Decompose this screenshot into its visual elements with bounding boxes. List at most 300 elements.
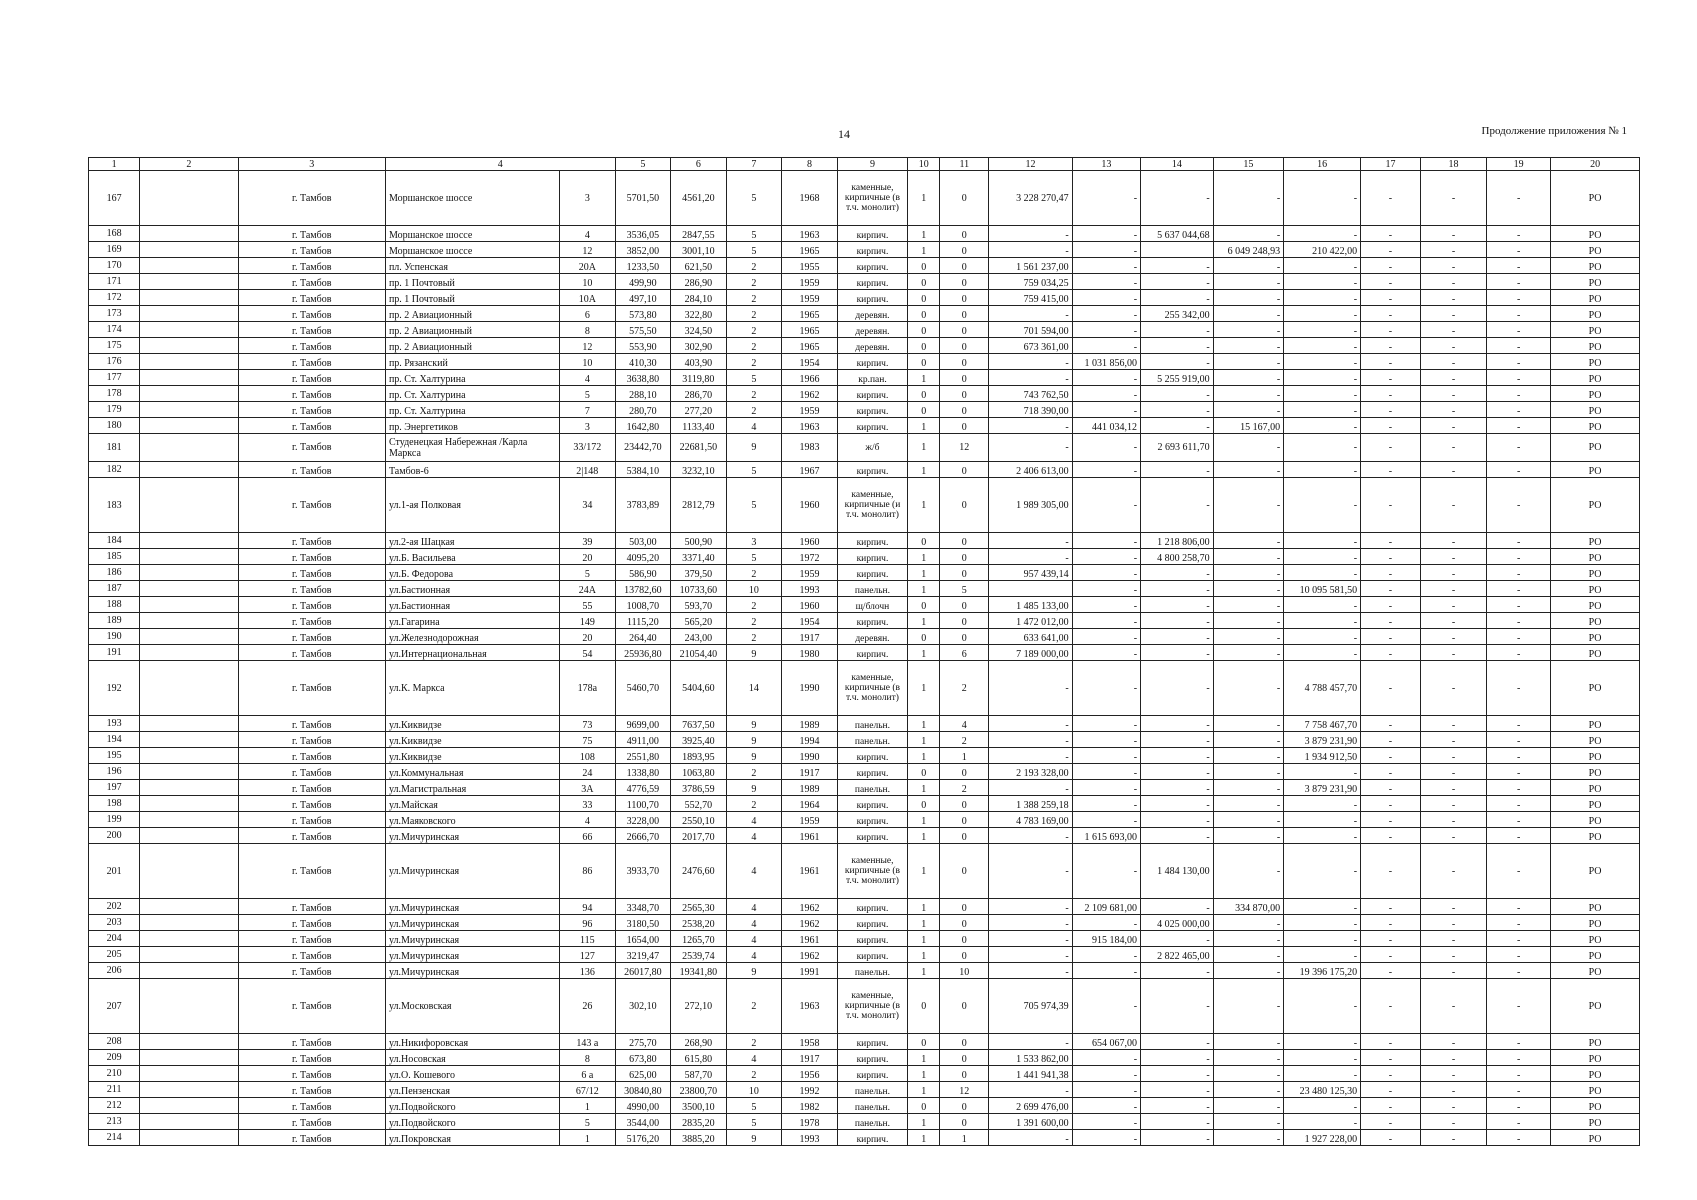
cell-c4b: 108: [560, 748, 616, 764]
cell-c11: 0: [940, 979, 989, 1034]
cell-c7: 2: [726, 979, 782, 1034]
cell-c4: ул.Мичуринская: [385, 844, 559, 899]
cell-c14: [1141, 242, 1214, 258]
cell-c9: кирпич.: [837, 931, 908, 947]
cell-c13: -: [1072, 581, 1140, 597]
table-row: [89, 434, 1640, 462]
table-row: [89, 1034, 1640, 1050]
cell-c8: 1917: [782, 629, 838, 645]
cell-c20: РО: [1551, 533, 1640, 549]
cell-c11: 0: [940, 629, 989, 645]
cell-c15: -: [1213, 581, 1284, 597]
cell-c15: -: [1213, 1098, 1284, 1114]
cell-c3: г. Тамбов: [238, 716, 385, 732]
cell-c4b: 24А: [560, 581, 616, 597]
cell-c2: [140, 306, 238, 322]
column-header-9: 9: [837, 158, 908, 171]
cell-c8: 1954: [782, 613, 838, 629]
cell-c19: -: [1487, 963, 1551, 979]
cell-c7: 4: [726, 1050, 782, 1066]
cell-c13: -: [1072, 462, 1140, 478]
cell-c6: 615,80: [671, 1050, 727, 1066]
cell-c15: -: [1213, 732, 1284, 748]
cell-c17: -: [1361, 402, 1421, 418]
cell-c19: -: [1487, 386, 1551, 402]
cell-c14: -: [1141, 354, 1214, 370]
cell-c12: -: [989, 780, 1072, 796]
cell-c19: -: [1487, 716, 1551, 732]
cell-c4b: 149: [560, 613, 616, 629]
cell-c3: г. Тамбов: [238, 1130, 385, 1146]
cell-c4b: 6: [560, 306, 616, 322]
cell-c6: 3232,10: [671, 462, 727, 478]
cell-c9: кирпич.: [837, 242, 908, 258]
cell-c4b: 66: [560, 828, 616, 844]
cell-c1: 170: [89, 258, 140, 274]
cell-c6: 2538,20: [671, 915, 727, 931]
cell-c7: 2: [726, 565, 782, 581]
table-row: [89, 1130, 1640, 1146]
cell-c18: -: [1420, 242, 1486, 258]
cell-c13: -: [1072, 274, 1140, 290]
cell-c17: -: [1361, 645, 1421, 661]
cell-c3: г. Тамбов: [238, 226, 385, 242]
cell-c1: 214: [89, 1130, 140, 1146]
cell-c8: 1962: [782, 899, 838, 915]
cell-c20: РО: [1551, 418, 1640, 434]
cell-c5: 4990,00: [615, 1098, 671, 1114]
cell-c15: -: [1213, 1034, 1284, 1050]
cell-c3: г. Тамбов: [238, 844, 385, 899]
cell-c20: РО: [1551, 748, 1640, 764]
cell-c13: -: [1072, 645, 1140, 661]
cell-c13: -: [1072, 979, 1140, 1034]
cell-c9: деревян.: [837, 306, 908, 322]
column-header-12: 12: [989, 158, 1072, 171]
cell-c4: ул.Пензенская: [385, 1082, 559, 1098]
cell-c6: 324,50: [671, 322, 727, 338]
cell-c5: 1338,80: [615, 764, 671, 780]
cell-c12: 3 228 270,47: [989, 171, 1072, 226]
cell-c1: 186: [89, 565, 140, 581]
table-row: [89, 478, 1640, 533]
cell-c17: -: [1361, 258, 1421, 274]
cell-c4b: 8: [560, 322, 616, 338]
cell-c8: 1965: [782, 306, 838, 322]
cell-c2: [140, 1114, 238, 1130]
cell-c6: 500,90: [671, 533, 727, 549]
cell-c3: г. Тамбов: [238, 947, 385, 963]
cell-c12: -: [989, 828, 1072, 844]
cell-c5: 586,90: [615, 565, 671, 581]
cell-c7: 4: [726, 844, 782, 899]
cell-c12: -: [989, 844, 1072, 899]
cell-c18: -: [1420, 732, 1486, 748]
cell-c20: РО: [1551, 661, 1640, 716]
cell-c12: 4 783 169,00: [989, 812, 1072, 828]
cell-c19: -: [1487, 322, 1551, 338]
cell-c4b: 67/12: [560, 1082, 616, 1098]
cell-c20: РО: [1551, 1098, 1640, 1114]
table-row: [89, 402, 1640, 418]
cell-c2: [140, 780, 238, 796]
cell-c5: 5701,50: [615, 171, 671, 226]
column-header-20: 20: [1551, 158, 1640, 171]
cell-c6: 243,00: [671, 629, 727, 645]
cell-c17: -: [1361, 418, 1421, 434]
cell-c4b: 5: [560, 565, 616, 581]
cell-c2: [140, 386, 238, 402]
cell-c18: -: [1420, 274, 1486, 290]
cell-c15: -: [1213, 434, 1284, 462]
cell-c20: РО: [1551, 581, 1640, 597]
cell-c19: -: [1487, 1034, 1551, 1050]
table-row: [89, 1114, 1640, 1130]
cell-c1: 213: [89, 1114, 140, 1130]
cell-c1: 191: [89, 645, 140, 661]
header-row: [89, 158, 1640, 171]
cell-c4b: 12: [560, 338, 616, 354]
cell-c4b: 4: [560, 226, 616, 242]
cell-c9: панельн.: [837, 1098, 908, 1114]
cell-c7: 5: [726, 1114, 782, 1130]
cell-c13: -: [1072, 629, 1140, 645]
cell-c9: кирпич.: [837, 812, 908, 828]
cell-c10: 1: [908, 828, 940, 844]
cell-c18: -: [1420, 931, 1486, 947]
cell-c3: г. Тамбов: [238, 613, 385, 629]
cell-c7: 10: [726, 1082, 782, 1098]
table-row: [89, 226, 1640, 242]
cell-c18: -: [1420, 565, 1486, 581]
cell-c3: г. Тамбов: [238, 915, 385, 931]
cell-c4b: 7: [560, 402, 616, 418]
cell-c19: -: [1487, 828, 1551, 844]
column-header-10: 10: [908, 158, 940, 171]
column-header-8: 8: [782, 158, 838, 171]
cell-c8: 1978: [782, 1114, 838, 1130]
table-row: [89, 462, 1640, 478]
cell-c1: 204: [89, 931, 140, 947]
cell-c18: -: [1420, 748, 1486, 764]
cell-c20: РО: [1551, 979, 1640, 1034]
cell-c11: 0: [940, 565, 989, 581]
cell-c4b: 10: [560, 274, 616, 290]
cell-c17: -: [1361, 828, 1421, 844]
cell-c14: -: [1141, 828, 1214, 844]
cell-c11: 2: [940, 661, 989, 716]
cell-c4b: 4: [560, 812, 616, 828]
cell-c9: каменные, кирпичные (и т.ч. монолит): [837, 478, 908, 533]
cell-c7: 5: [726, 549, 782, 565]
cell-c14: -: [1141, 963, 1214, 979]
cell-c19: -: [1487, 306, 1551, 322]
cell-c15: -: [1213, 629, 1284, 645]
cell-c14: -: [1141, 748, 1214, 764]
cell-c16: -: [1284, 370, 1361, 386]
cell-c1: 193: [89, 716, 140, 732]
cell-c9: кирпич.: [837, 1130, 908, 1146]
cell-c11: 0: [940, 274, 989, 290]
cell-c16: -: [1284, 418, 1361, 434]
cell-c16: -: [1284, 434, 1361, 462]
cell-c6: 2539,74: [671, 947, 727, 963]
cell-c19: -: [1487, 434, 1551, 462]
cell-c4: ул.Киквидзе: [385, 716, 559, 732]
cell-c7: 2: [726, 597, 782, 613]
cell-c15: -: [1213, 462, 1284, 478]
cell-c8: 1961: [782, 828, 838, 844]
cell-c8: 1990: [782, 661, 838, 716]
cell-c11: 0: [940, 1034, 989, 1050]
cell-c8: 1917: [782, 764, 838, 780]
column-header-5: 5: [615, 158, 671, 171]
cell-c18: -: [1420, 434, 1486, 462]
cell-c12: 1 561 237,00: [989, 258, 1072, 274]
cell-c17: -: [1361, 1050, 1421, 1066]
cell-c4: ул.Московская: [385, 979, 559, 1034]
cell-c2: [140, 242, 238, 258]
cell-c12: -: [989, 732, 1072, 748]
cell-c2: [140, 844, 238, 899]
cell-c8: 1980: [782, 645, 838, 661]
cell-c15: -: [1213, 716, 1284, 732]
cell-c3: г. Тамбов: [238, 748, 385, 764]
cell-c9: кирпич.: [837, 549, 908, 565]
cell-c20: РО: [1551, 354, 1640, 370]
cell-c15: -: [1213, 645, 1284, 661]
cell-c20: РО: [1551, 764, 1640, 780]
cell-c7: 9: [726, 748, 782, 764]
cell-c12: 2 699 476,00: [989, 1098, 1072, 1114]
cell-c10: 0: [908, 764, 940, 780]
cell-c6: 286,90: [671, 274, 727, 290]
cell-c16: 1 927 228,00: [1284, 1130, 1361, 1146]
cell-c11: 5: [940, 581, 989, 597]
table-row: [89, 828, 1640, 844]
cell-c6: 2847,55: [671, 226, 727, 242]
cell-c9: кирпич.: [837, 565, 908, 581]
cell-c10: 1: [908, 812, 940, 828]
cell-c10: 0: [908, 796, 940, 812]
cell-c9: кирпич.: [837, 386, 908, 402]
cell-c13: -: [1072, 226, 1140, 242]
cell-c1: 192: [89, 661, 140, 716]
cell-c11: 1: [940, 748, 989, 764]
cell-c19: -: [1487, 370, 1551, 386]
cell-c18: -: [1420, 581, 1486, 597]
cell-c1: 181: [89, 434, 140, 462]
cell-c11: 0: [940, 844, 989, 899]
cell-c4: Моршанское шоссе: [385, 242, 559, 258]
cell-c4: Моршанское шоссе: [385, 171, 559, 226]
cell-c4: ул.Киквидзе: [385, 732, 559, 748]
cell-c17: -: [1361, 844, 1421, 899]
cell-c20: РО: [1551, 947, 1640, 963]
table-row: [89, 274, 1640, 290]
cell-c17: -: [1361, 354, 1421, 370]
cell-c1: 185: [89, 549, 140, 565]
cell-c5: 3933,70: [615, 844, 671, 899]
cell-c11: 0: [940, 812, 989, 828]
cell-c12: -: [989, 242, 1072, 258]
cell-c8: 1989: [782, 716, 838, 732]
cell-c11: 0: [940, 322, 989, 338]
cell-c6: 19341,80: [671, 963, 727, 979]
cell-c6: 322,80: [671, 306, 727, 322]
cell-c4b: 34: [560, 478, 616, 533]
cell-c19: -: [1487, 418, 1551, 434]
cell-c18: -: [1420, 645, 1486, 661]
cell-c4: ул.Маяковского: [385, 812, 559, 828]
cell-c6: 1265,70: [671, 931, 727, 947]
page-number: 14: [838, 127, 850, 141]
cell-c20: РО: [1551, 322, 1640, 338]
cell-c20: РО: [1551, 386, 1640, 402]
cell-c2: [140, 661, 238, 716]
cell-c10: 1: [908, 645, 940, 661]
cell-c6: 403,90: [671, 354, 727, 370]
cell-c3: г. Тамбов: [238, 979, 385, 1034]
table-row: [89, 947, 1640, 963]
cell-c8: 1989: [782, 780, 838, 796]
cell-c10: 1: [908, 1066, 940, 1082]
cell-c5: 3219,47: [615, 947, 671, 963]
cell-c2: [140, 764, 238, 780]
cell-c7: 5: [726, 1098, 782, 1114]
cell-c4: пр. 2 Авиационный: [385, 306, 559, 322]
cell-c15: -: [1213, 370, 1284, 386]
cell-c2: [140, 462, 238, 478]
cell-c3: г. Тамбов: [238, 1066, 385, 1082]
cell-c3: г. Тамбов: [238, 549, 385, 565]
cell-c7: 9: [726, 732, 782, 748]
table-row: [89, 613, 1640, 629]
cell-c4: ул.Киквидзе: [385, 748, 559, 764]
cell-c6: 2017,70: [671, 828, 727, 844]
cell-c3: г. Тамбов: [238, 322, 385, 338]
cell-c8: 1967: [782, 462, 838, 478]
cell-c19: -: [1487, 899, 1551, 915]
cell-c5: 26017,80: [615, 963, 671, 979]
cell-c5: 302,10: [615, 979, 671, 1034]
column-header-15: 15: [1213, 158, 1284, 171]
cell-c10: 1: [908, 931, 940, 947]
cell-c7: 2: [726, 258, 782, 274]
cell-c4b: 178а: [560, 661, 616, 716]
cell-c1: 176: [89, 354, 140, 370]
cell-c15: -: [1213, 533, 1284, 549]
cell-c9: панельн.: [837, 963, 908, 979]
cell-c12: -: [989, 1130, 1072, 1146]
cell-c17: -: [1361, 748, 1421, 764]
cell-c4: ул.Никифоровская: [385, 1034, 559, 1050]
cell-c11: 0: [940, 370, 989, 386]
cell-c6: 5404,60: [671, 661, 727, 716]
cell-c15: -: [1213, 915, 1284, 931]
cell-c14: -: [1141, 171, 1214, 226]
cell-c2: [140, 434, 238, 462]
cell-c16: -: [1284, 171, 1361, 226]
cell-c19: -: [1487, 764, 1551, 780]
cell-c1: 200: [89, 828, 140, 844]
cell-c9: кирпич.: [837, 613, 908, 629]
cell-c8: 1958: [782, 1034, 838, 1050]
cell-c10: 1: [908, 1114, 940, 1130]
cell-c7: 5: [726, 370, 782, 386]
column-header-1: 1: [89, 158, 140, 171]
cell-c5: 1654,00: [615, 931, 671, 947]
cell-c12: -: [989, 748, 1072, 764]
cell-c3: г. Тамбов: [238, 645, 385, 661]
cell-c10: 1: [908, 899, 940, 915]
cell-c9: панельн.: [837, 780, 908, 796]
cell-c13: -: [1072, 661, 1140, 716]
cell-c11: 0: [940, 828, 989, 844]
cell-c19: -: [1487, 732, 1551, 748]
cell-c9: кирпич.: [837, 748, 908, 764]
cell-c13: -: [1072, 322, 1140, 338]
cell-c10: 0: [908, 629, 940, 645]
cell-c11: 0: [940, 931, 989, 947]
cell-c4: пр. 2 Авиационный: [385, 322, 559, 338]
cell-c9: кирпич.: [837, 764, 908, 780]
cell-c8: 1917: [782, 1050, 838, 1066]
cell-c9: кирпич.: [837, 645, 908, 661]
cell-c15: -: [1213, 1130, 1284, 1146]
cell-c3: г. Тамбов: [238, 1082, 385, 1098]
column-header-4: 4: [385, 158, 615, 171]
cell-c9: панельн.: [837, 716, 908, 732]
cell-c7: 2: [726, 274, 782, 290]
cell-c8: 1991: [782, 963, 838, 979]
cell-c4b: 8: [560, 1050, 616, 1066]
cell-c9: панельн.: [837, 581, 908, 597]
cell-c6: 286,70: [671, 386, 727, 402]
column-header-13: 13: [1072, 158, 1140, 171]
cell-c10: 0: [908, 1098, 940, 1114]
column-header-11: 11: [940, 158, 989, 171]
cell-c17: -: [1361, 462, 1421, 478]
cell-c13: -: [1072, 370, 1140, 386]
cell-c4: ул.2-ая Шацкая: [385, 533, 559, 549]
table-row: [89, 1066, 1640, 1082]
cell-c17: -: [1361, 1034, 1421, 1050]
column-header-6: 6: [671, 158, 727, 171]
cell-c9: кирпич.: [837, 274, 908, 290]
cell-c10: 1: [908, 434, 940, 462]
cell-c8: 1966: [782, 370, 838, 386]
cell-c3: г. Тамбов: [238, 354, 385, 370]
cell-c3: г. Тамбов: [238, 780, 385, 796]
cell-c11: 0: [940, 306, 989, 322]
cell-c10: 1: [908, 915, 940, 931]
cell-c1: 206: [89, 963, 140, 979]
cell-c4: ул.Бастионная: [385, 581, 559, 597]
cell-c11: 0: [940, 290, 989, 306]
cell-c14: -: [1141, 322, 1214, 338]
cell-c15: -: [1213, 812, 1284, 828]
cell-c13: -: [1072, 613, 1140, 629]
cell-c10: 1: [908, 1130, 940, 1146]
table-row: [89, 565, 1640, 581]
cell-c17: -: [1361, 171, 1421, 226]
cell-c2: [140, 226, 238, 242]
cell-c12: -: [989, 533, 1072, 549]
cell-c12: 1 388 259,18: [989, 796, 1072, 812]
cell-c4: пр. Ст. Халтурина: [385, 370, 559, 386]
cell-c9: кирпич.: [837, 899, 908, 915]
